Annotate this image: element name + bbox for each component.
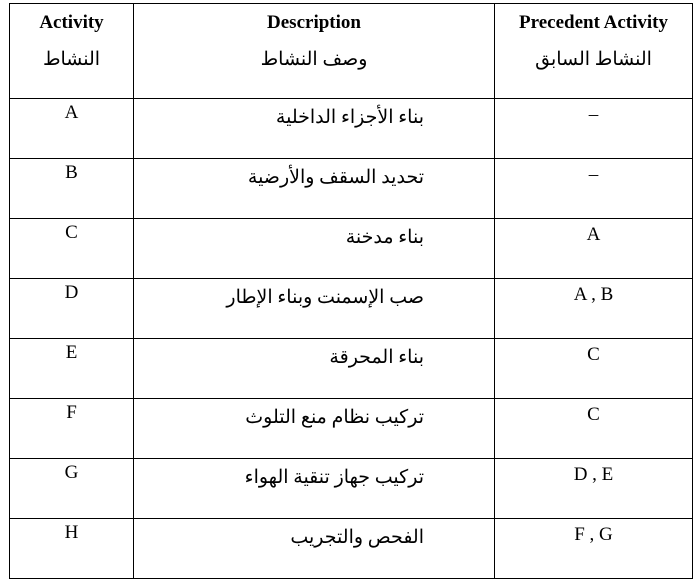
precedent-cell: –	[495, 159, 693, 219]
precedent-cell: A	[495, 219, 693, 279]
activity-cell: H	[10, 519, 134, 579]
activity-header-english: Activity	[39, 12, 104, 33]
table-header-row	[10, 4, 693, 99]
precedent-cell: A , B	[495, 279, 693, 339]
table-row	[10, 219, 693, 279]
activity-cell: E	[10, 339, 134, 399]
precedent-cell: –	[495, 99, 693, 159]
table-row	[10, 519, 693, 579]
table-row	[10, 159, 693, 219]
precedent-header-english: Precedent Activity	[519, 12, 668, 33]
description-cell: الفحص والتجريب	[134, 519, 495, 579]
description-cell: تركيب نظام منع التلوث	[134, 399, 495, 459]
activity-cell: A	[10, 99, 134, 159]
activity-header-arabic: النشاط	[42, 49, 101, 70]
precedent-cell: C	[495, 399, 693, 459]
table-row	[10, 99, 693, 159]
activity-cell: F	[10, 399, 134, 459]
precedent-header-arabic: النشاط السابق	[535, 49, 652, 70]
table-row	[10, 279, 693, 339]
description-cell: تركيب جهاز تنقية الهواء	[134, 459, 495, 519]
description-cell: بناء مدخنة	[134, 219, 495, 279]
description-cell: تحديد السقف والأرضية	[134, 159, 495, 219]
table-row	[10, 459, 693, 519]
description-cell: بناء المحرقة	[134, 339, 495, 399]
table-row	[10, 399, 693, 459]
activity-cell: C	[10, 219, 134, 279]
precedent-cell: C	[495, 339, 693, 399]
activity-table	[9, 3, 693, 579]
activity-cell: B	[10, 159, 134, 219]
description-column-header	[134, 4, 495, 99]
table-row	[10, 339, 693, 399]
activity-cell: D	[10, 279, 134, 339]
activity-column-header	[10, 4, 134, 99]
activity-cell: G	[10, 459, 134, 519]
activity-table-container	[9, 3, 692, 579]
description-header-english: Description	[267, 12, 361, 33]
description-cell: بناء الأجزاء الداخلية	[134, 99, 495, 159]
precedent-cell: F , G	[495, 519, 693, 579]
description-cell: صب الإسمنت وبناء الإطار	[134, 279, 495, 339]
precedent-column-header	[495, 4, 693, 99]
precedent-cell: D , E	[495, 459, 693, 519]
description-header-arabic: وصف النشاط	[260, 49, 368, 70]
